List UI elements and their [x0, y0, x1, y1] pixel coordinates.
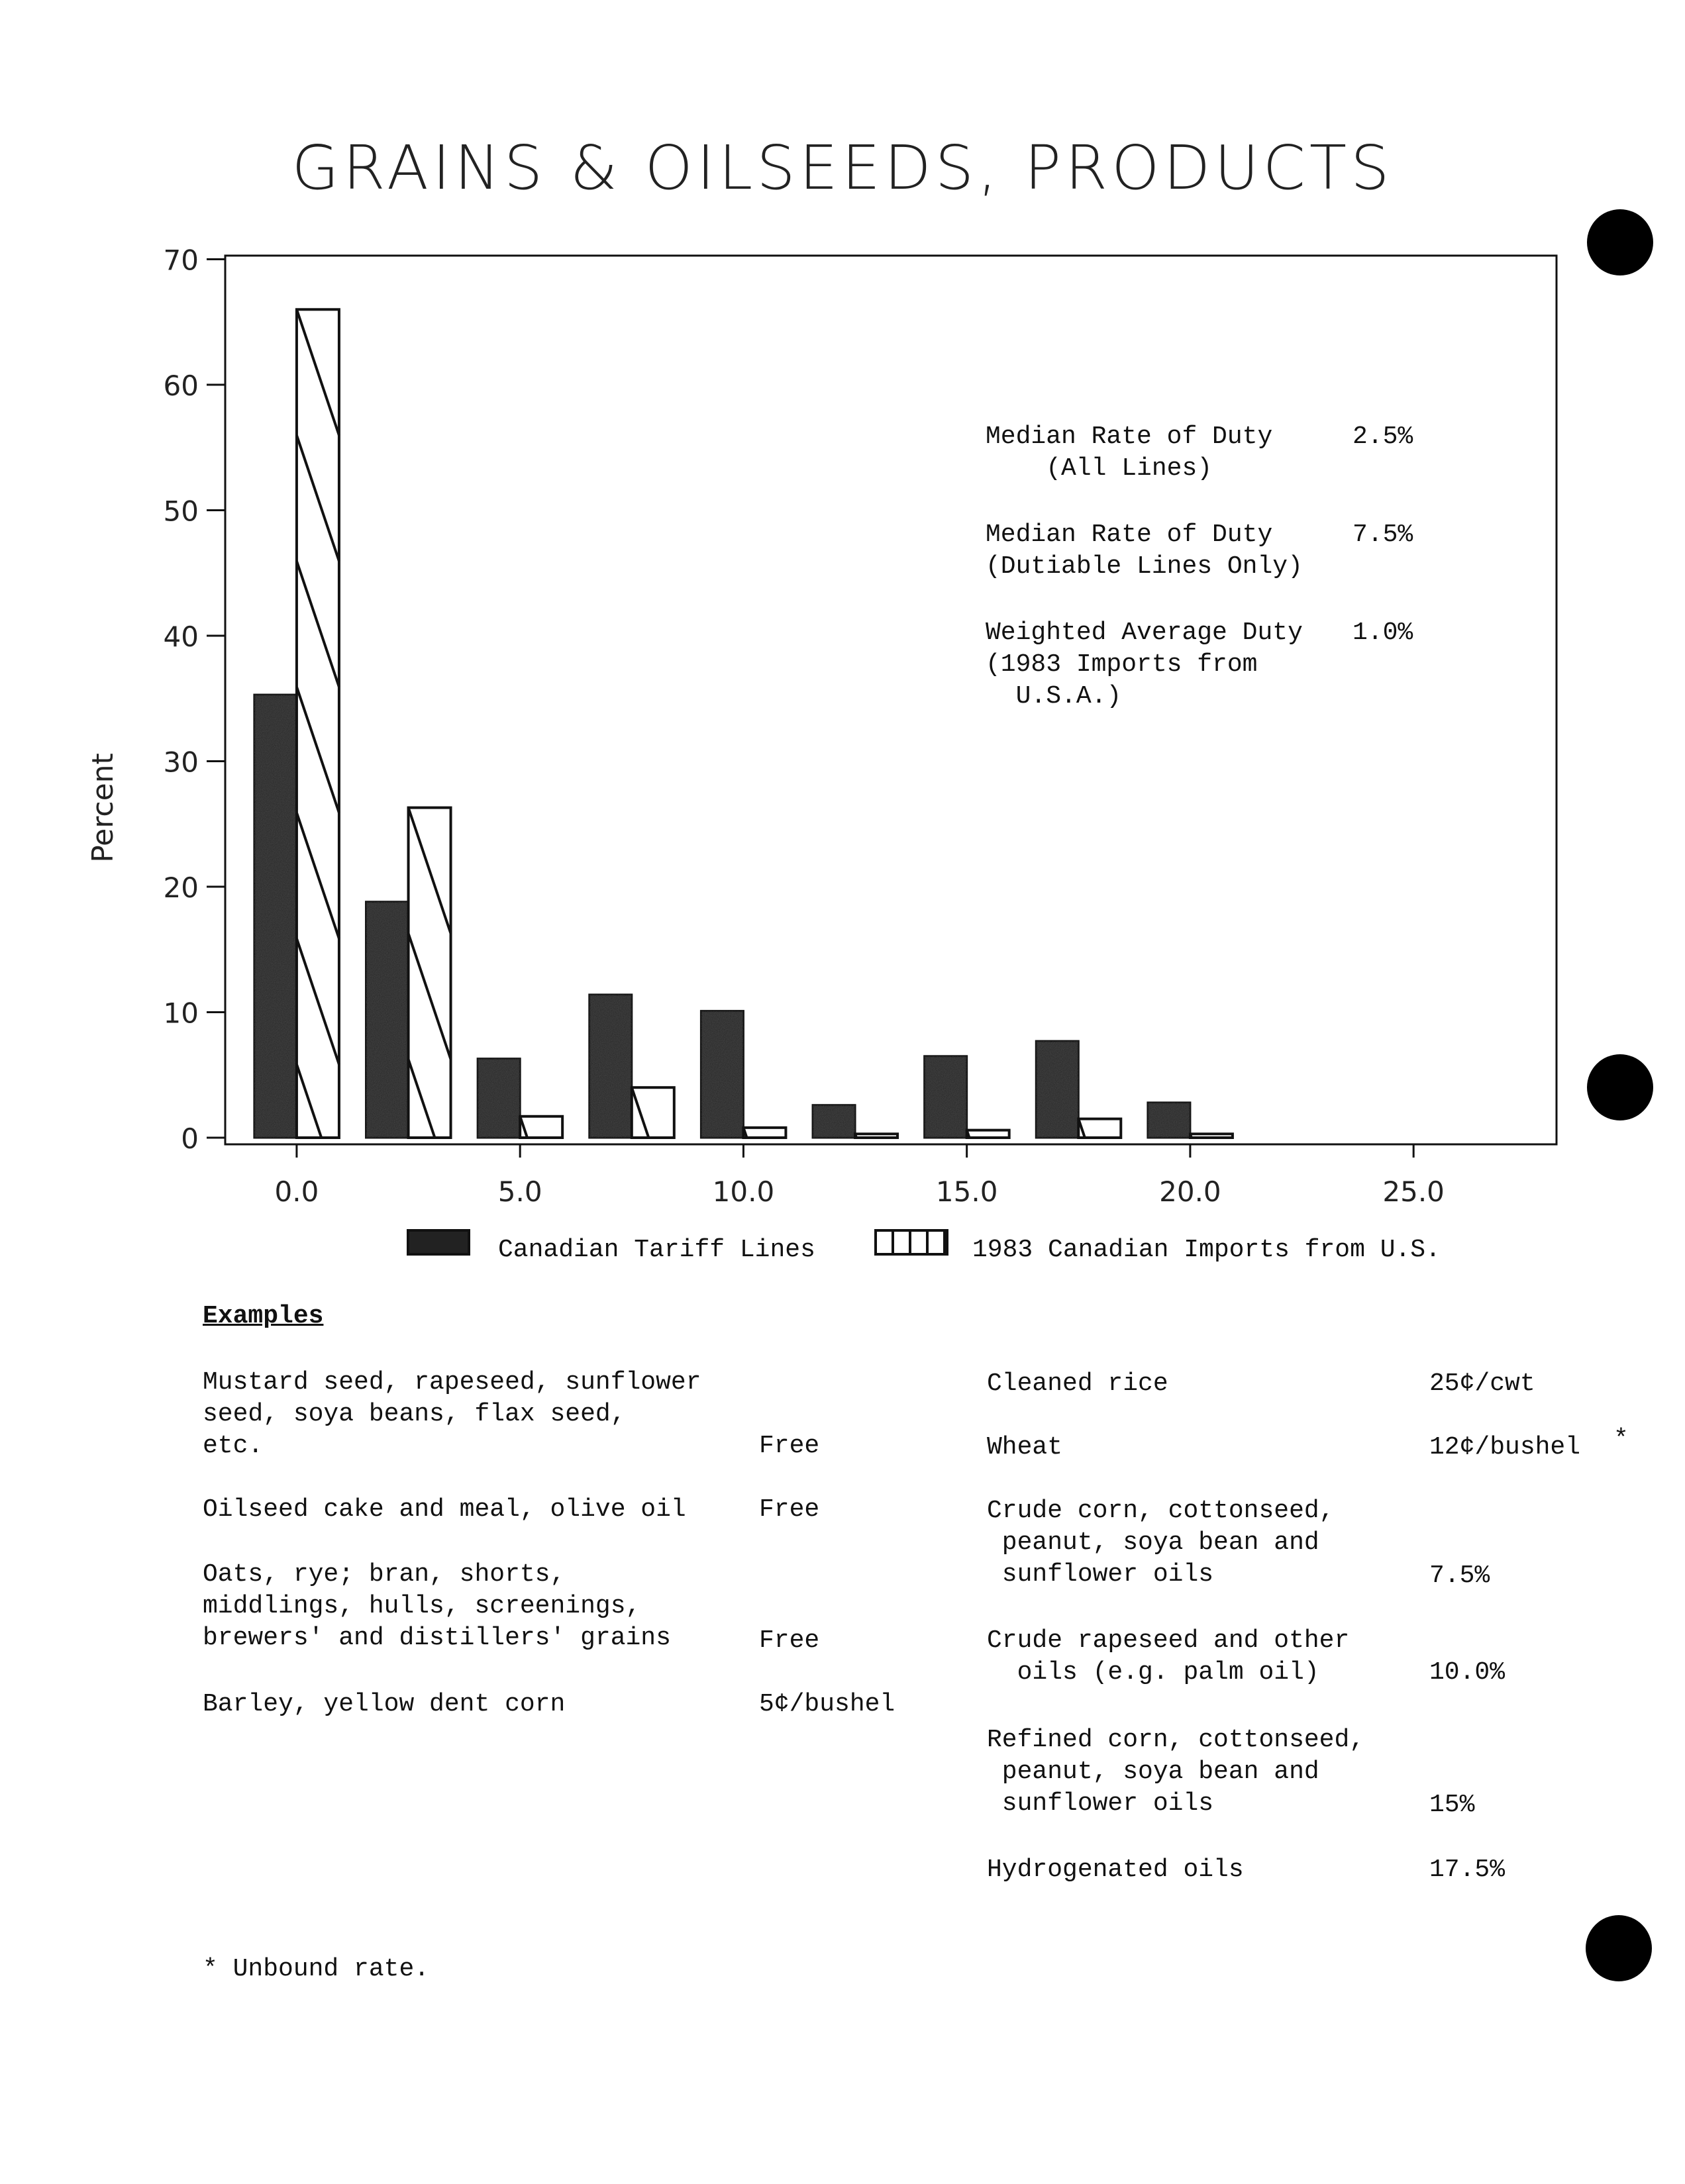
- annotation-median-all-value: 2.5%: [1353, 422, 1413, 451]
- example-left-1-text: Mustard seed, rapeseed, sunflower seed, soya beans, flax seed, etc.: [203, 1368, 701, 1460]
- binder-hole-top: [1587, 209, 1653, 275]
- y-axis-label: Percent: [86, 753, 120, 863]
- annotation-weighted-value: 1.0%: [1353, 619, 1413, 647]
- bar-hatch-line: [855, 1134, 856, 1138]
- example-left-4-text: Barley, yellow dent corn: [203, 1690, 566, 1718]
- bar-imports-from-us: [632, 1087, 674, 1138]
- axes-group: [164, 244, 1445, 1209]
- bar-tariff-lines-texture: [1148, 1103, 1190, 1138]
- bar-tariff-lines-texture: [925, 1056, 967, 1138]
- bar-imports-from-us: [409, 808, 451, 1138]
- example-left-3-text: Oats, rye; bran, shorts, middlings, hulls, screenings, brewers' and distillers' grains: [203, 1560, 671, 1652]
- examples-heading: Examples: [203, 1302, 324, 1330]
- legend-swatch-tariff-lines: [407, 1229, 470, 1256]
- footnote: * Unbound rate.: [203, 1955, 430, 1983]
- x-tick-label: 20.0: [1159, 1175, 1221, 1208]
- chart-title: GRAINS & OILSEEDS, PRODUCTS: [291, 132, 1394, 203]
- bar-tariff-lines-texture: [589, 995, 632, 1138]
- example-right-5-text: Refined corn, cottonseed, peanut, soya bean and sunflower oils: [987, 1726, 1365, 1818]
- y-tick-label: 40: [163, 620, 199, 653]
- example-left-1-rate: Free: [759, 1432, 820, 1460]
- x-tick-label: 25.0: [1382, 1175, 1445, 1208]
- example-right-3-rate: 7.5%: [1429, 1562, 1490, 1590]
- binder-hole-middle: [1587, 1054, 1653, 1120]
- example-right-5-rate: 15%: [1429, 1791, 1475, 1819]
- example-right-4-rate: 10.0%: [1429, 1658, 1506, 1687]
- y-tick-label: 60: [163, 370, 199, 402]
- bar-imports-from-us: [743, 1128, 786, 1138]
- bar-tariff-lines-texture: [701, 1011, 743, 1138]
- example-right-3-text: Crude corn, cottonseed, peanut, soya bean and sunflower oils: [987, 1497, 1335, 1589]
- annotation-median-dutiable-label: Median Rate of Duty (Dutiable Lines Only): [986, 521, 1303, 581]
- bar-imports-from-us: [297, 309, 339, 1138]
- example-right-2-mark: *: [1613, 1425, 1629, 1454]
- example-right-2-text: Wheat: [987, 1433, 1063, 1462]
- x-tick-label: 0.0: [274, 1175, 319, 1208]
- example-right-6-text: Hydrogenated oils: [987, 1856, 1244, 1884]
- example-right-1-text: Cleaned rice: [987, 1369, 1168, 1398]
- example-left-2-text: Oilseed cake and meal, olive oil: [203, 1495, 686, 1524]
- example-left-2-rate: Free: [759, 1495, 820, 1524]
- bar-tariff-lines-texture: [1036, 1041, 1078, 1138]
- bar-tariff-lines-texture: [366, 902, 409, 1138]
- legend-label-tariff-lines: Canadian Tariff Lines: [498, 1236, 815, 1264]
- bar-tariff-lines-texture: [478, 1059, 520, 1138]
- annotation-median-dutiable-value: 7.5%: [1353, 521, 1413, 549]
- bar-hatch-line: [1190, 1134, 1192, 1138]
- y-tick-label: 10: [163, 997, 199, 1030]
- example-left-4-rate: 5¢/bushel: [759, 1690, 895, 1718]
- x-tick-label: 15.0: [935, 1175, 998, 1208]
- bar-imports-from-us: [855, 1134, 897, 1138]
- y-tick-label: 70: [163, 244, 199, 277]
- bar-imports-from-us: [967, 1130, 1009, 1138]
- x-tick-label: 10.0: [712, 1175, 775, 1208]
- bar-imports-from-us: [1190, 1134, 1233, 1138]
- annotation-median-all-label: Median Rate of Duty (All Lines): [986, 422, 1273, 483]
- x-tick-label: 5.0: [497, 1175, 542, 1208]
- example-right-6-rate: 17.5%: [1429, 1856, 1506, 1884]
- y-tick-label: 20: [163, 871, 199, 904]
- annotation-weighted-label: Weighted Average Duty (1983 Imports from U.S.A.): [986, 619, 1303, 711]
- bar-tariff-lines-texture: [813, 1105, 855, 1138]
- legend-swatch-imports: [874, 1229, 948, 1256]
- example-right-4-text: Crude rapeseed and other oils (e.g. palm oil): [987, 1626, 1350, 1687]
- y-tick-label: 50: [163, 495, 199, 528]
- legend-label-imports: 1983 Canadian Imports from U.S.: [972, 1236, 1441, 1264]
- binder-hole-bottom: [1586, 1915, 1652, 1981]
- y-tick-label: 30: [163, 746, 199, 779]
- example-right-1-rate: 25¢/cwt: [1429, 1369, 1535, 1398]
- example-right-2-rate: 12¢/bushel: [1429, 1433, 1581, 1462]
- example-left-3-rate: Free: [759, 1626, 820, 1655]
- y-tick-label: 0: [181, 1122, 199, 1155]
- bar-tariff-lines-texture: [254, 695, 297, 1138]
